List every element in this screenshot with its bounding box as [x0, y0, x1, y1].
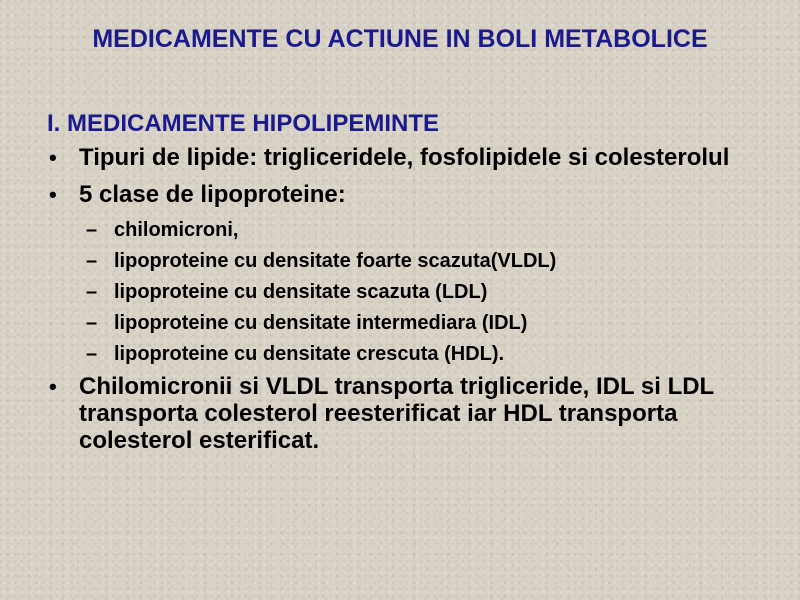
slide-title: MEDICAMENTE CU ACTIUNE IN BOLI METABOLICE — [92, 25, 708, 53]
bullet-icon: • — [49, 145, 57, 170]
bullet-item — [49, 144, 749, 171]
sub-item-text: lipoproteine cu densitate scazuta (LDL) — [114, 281, 488, 303]
bullet-item — [49, 373, 749, 454]
section-heading: I. MEDICAMENTE HIPOLIPEMINTE — [47, 110, 440, 137]
dash-icon: – — [86, 219, 98, 241]
sub-item — [49, 249, 749, 273]
sub-item — [49, 311, 749, 335]
sub-list — [49, 218, 749, 366]
dash-icon: – — [86, 250, 98, 272]
dash-icon: – — [86, 312, 98, 334]
sub-item — [49, 280, 749, 304]
sub-item — [49, 218, 749, 242]
dash-icon: – — [86, 343, 98, 365]
sub-item-text: lipoproteine cu densitate intermediara (IDL) — [114, 312, 528, 334]
dash-icon: – — [86, 281, 98, 303]
sub-item — [49, 342, 749, 366]
bullet-icon: • — [49, 374, 57, 399]
sub-item-text: chilomicroni, — [114, 219, 239, 241]
sub-item-text: lipoproteine cu densitate foarte scazuta(VLDL) — [114, 250, 557, 272]
bullet-item — [49, 181, 749, 208]
slide-content — [49, 144, 749, 464]
sub-item-text: lipoproteine cu densitate crescuta (HDL). — [114, 343, 505, 365]
bullet-text: Chilomicronii si VLDL transporta trigliceride, IDL si LDL transporta colesterol reesterificat iar HDL transporta colesterol esterificat. — [79, 373, 714, 454]
bullet-text: 5 clase de lipoproteine: — [79, 181, 346, 208]
bullet-icon: • — [49, 182, 57, 207]
bullet-text: Tipuri de lipide: trigliceridele, fosfolipidele si colesterolul — [79, 144, 730, 171]
